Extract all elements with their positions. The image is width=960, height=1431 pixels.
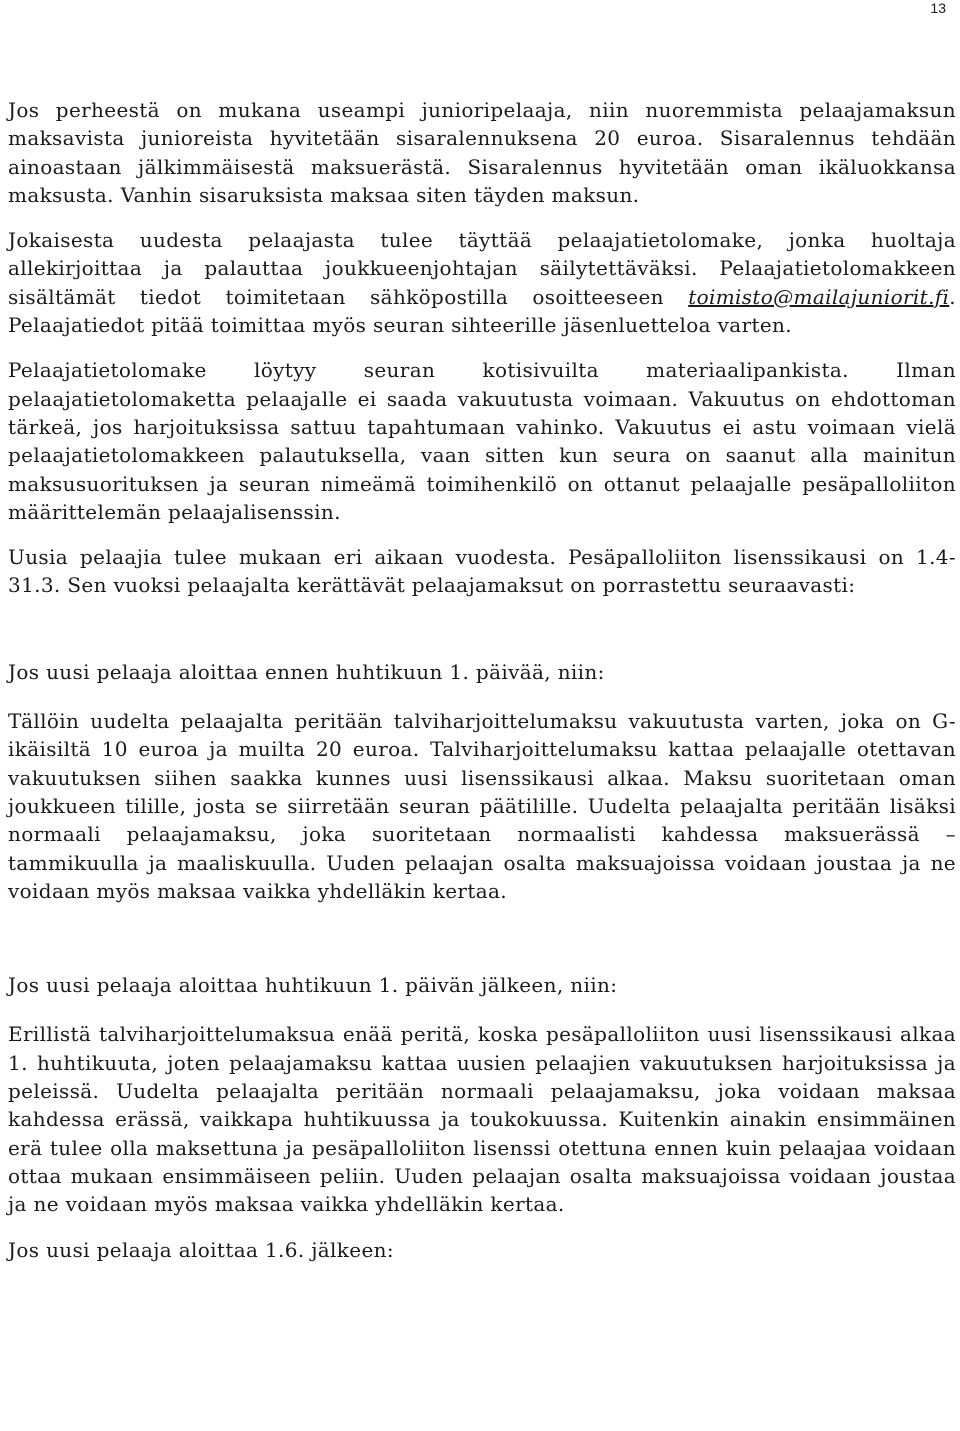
paragraph-before-april: Tällöin uudelta pelaajalta peritään talviharjoittelumaksu vakuutusta varten, joka on G-ikäisiltä 10 euroa ja muilta 20 euroa. Talviharjoittelumaksu kattaa pelaajalle otettavan vakuutuksen siihen saakka kunnes uusi lisenssikausi alkaa. Maksu suoritetaan oman joukkueen tilille, josta se siirretään seuran päätilille. Uudelta pelaajalta peritään lisäksi normaali pelaajamaksu, joka suoritetaan normaalisti kahdessa maksuerässä – tammikuulla ja maaliskuulla. Uuden pelaajan osalta maksuajoissa voidaan joustaa ja ne voidaan myös maksaa vaikka yhdelläkin kertaa. <box>8 709 956 903</box>
document-body <box>8 96 956 1285</box>
paragraph-license-season: Uusia pelaajia tulee mukaan eri aikaan vuodesta. Pesäpalloliiton lisenssikausi on 1.4-31.3. Sen vuoksi pelaajalta kerättävät pelaajamaksut on porrastettu seuraavasti: <box>8 545 956 598</box>
heading-before-april: Jos uusi pelaaja aloittaa ennen huhtikuun 1. päivää, niin: <box>8 659 605 684</box>
paragraph-insurance: Pelaajatietolomake löytyy seuran kotisivuilta materiaalipankista. Ilman pelaajatietolomaketta pelaajalle ei saada vakuutusta voimaan. Vakuutus on ehdottoman tärkeä, jos harjoituksissa sattuu tapahtumaan vahinko. Vakuutus ei astu voimaan vielä pelaajatietolomakkeen palautuksella, vaan sitten kun seura on saanut alla mainitun maksusuorituksen ja seuran nimeämä toimihenkilö on ottanut pelaajalle pesäpalloliiton määrittelemän pelaajalisenssin. <box>8 358 956 524</box>
paragraph-player-form-text-start: Jokaisesta uudesta pelaajasta tulee täyttää pelaajatietolomake, jonka huoltaja allekirjoittaa ja palauttaa joukkueenjohtajan säilytettäväksi. Pelaajatietolomakkeen sisältämät tiedot toimitetaan sähköpostilla osoitteeseen <box>8 228 956 309</box>
paragraph-player-form-text-end: . Pelaajatiedot pitää toimittaa myös seuran sihteerille jäsenluetteloa varten. <box>8 284 956 338</box>
heading-after-june: Jos uusi pelaaja aloittaa 1.6. jälkeen: <box>8 1237 394 1262</box>
paragraph-player-form <box>8 226 956 339</box>
paragraph-sibling-discount: Jos perheestä on mukana useampi junioripelaaja, niin nuoremmista pelaajamaksun maksavista junioreista hyvitetään sisaralennuksena 20 euroa. Sisaralennus tehdään ainoastaan jälkimmäisestä maksuerästä. Sisaralennus hyvitetään oman ikäluokkansa maksusta. Vanhin sisaruksista maksaa siten täyden maksun. <box>8 98 956 207</box>
page-number: 13 <box>930 0 946 16</box>
paragraph-after-april: Erillistä talviharjoittelumaksua enää peritä, koska pesäpalloliiton uusi lisenssikausi alkaa 1. huhtikuuta, joten pelaajamaksu kattaa uusien pelaajien vakuutuksen harjoituksissa ja peleissä. Uudelta pelaajalta peritään normaali pelaajamaksu, joka voidaan maksaa kahdessa erässä, vaikkapa huhtikuussa ja toukokuussa. Kuitenkin ainakin ensimmäinen erä tulee olla maksettuna ja pesäpalloliiton lisenssi otettuna ennen kuin pelaajaa voidaan ottaa mukaan ensimmäiseen peliin. Uuden pelaajan osalta maksuajoissa voidaan joustaa ja ne voidaan myös maksaa vaikka yhdelläkin kertaa. <box>8 1022 956 1217</box>
email-link[interactable]: toimisto@mailajuniorit.fi <box>688 284 950 309</box>
heading-after-april: Jos uusi pelaaja aloittaa huhtikuun 1. päivän jälkeen, niin: <box>8 973 618 998</box>
